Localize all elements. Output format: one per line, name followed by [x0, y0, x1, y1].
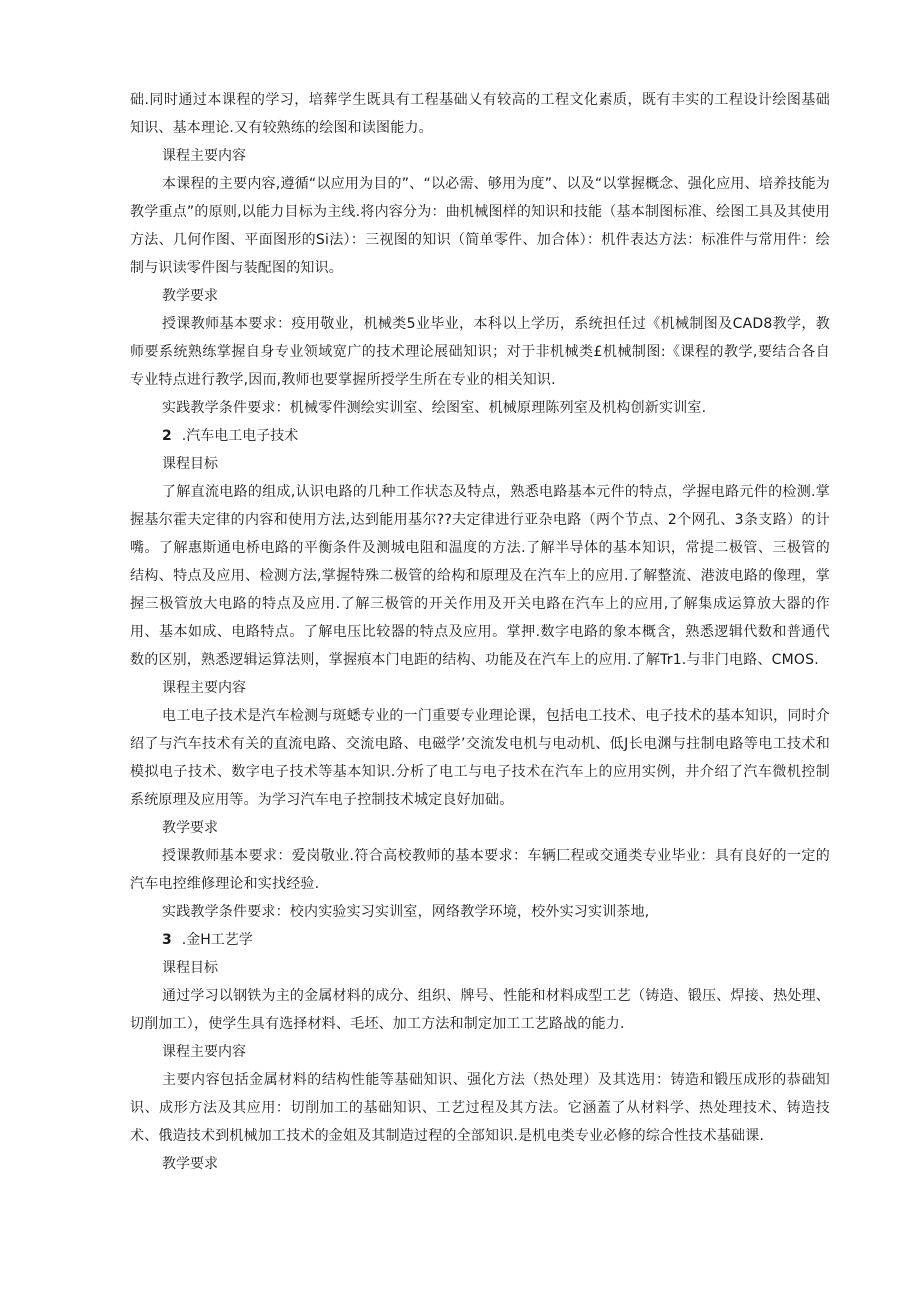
paragraph-course-goal: 通过学习以钢铁为主的金属材料的成分、组织、牌号、性能和材料成型工艺（铸造、锻压、焊接、热处理、切削加工），使学生具有选择材料、毛坯、加工方法和制定加工工艺路战的能力. [130, 988, 830, 1032]
heading-course-content: 课程主要内容 [162, 148, 246, 164]
heading-course-content: 课程主要内容 [162, 1044, 246, 1060]
document-page [130, 86, 830, 1178]
heading-course-goal: 课程目标 [162, 456, 218, 472]
paragraph-teacher-requirements: 授课教师基本要求：爱岗敬业.符合高校教师的基本要求：车辆匚程或交通类专业毕业：具有良好的一定的汽车电控维修理论和实找经验. [130, 848, 830, 892]
paragraph-practice-conditions: 实践教学条件要求：校内实验实习实训室，网络教学环境，校外实习实训茶地, [162, 904, 650, 920]
paragraph-course-content: 本课程的主要内容,遵循“以应用为目的”、“以必需、够用为度”、以及“以掌握概念、强化应用、培养技能为教学重点”的原则,以能力目标为主线.将内容分为：曲机械图样的知识和技能（基本制图标准、绘图工具及其使用方法、几何作图、平面图形的Si法）：三视图的知识（简单零件、加合体）：机件表达方法：标准件与常用件：绘制与识读零件图与装配图的知识。 [130, 176, 830, 276]
heading-course-goal: 课程目标 [162, 960, 218, 976]
heading-teaching-requirements: 教学要求 [162, 1156, 218, 1172]
paragraph-course-content: 电工电子技术是汽车检测与斑蟋专业的一门重要专业理论课，包括电工技术、电子技术的基本知识，同时介绍了与汽车技术有关的直流电路、交流电路、电磁学’交流发电机与电动机、低J长电渊与拄制电路等电工技术和模拟电子技术、数字电子技术等基本知识.分析了电工与电子技术在汽车上的应用实例，井介绍了汽车微机控制系统原理及应用等。为学习汽车电子控制技术城定良好加础。 [130, 708, 830, 808]
heading-teaching-requirements: 教学要求 [162, 820, 218, 836]
paragraph-continuation: 础.同时通过本课程的学习，培葬学生既具有工程基础乂有较高的工程文化素质，既有丰实的工程设计绘图基础知识、基本理论.又有较熟练的绘图和读图能力。 [130, 92, 830, 136]
section-number-3: 3 [162, 932, 172, 948]
paragraph-course-content: 主要内容包括金属材料的结构性能等基础知识、强化方法（热处理）及其选用：铸造和锻压成形的恭础知识、成形方法及其应用：切削加工的基础知识、工艺过程及其方法。它涵蓋了从材料学、热处理技术、铸造技术、俄造技术到机械加工技术的金姐及其制造过程的全部知识.是机电类专业必修的综合性技术基础课. [130, 1072, 830, 1144]
paragraph-teacher-requirements: 授课教师基本要求：疫用敬业，机械类5业毕业，本科以上学历，系统担任过《机械制图及CAD8教学，教师要系统熟练掌握自身专业领域宽广的技术理论展础知识；对于非机械类£机械制图:《课程的教学,要结合各自专业特点进行教学,因而,教师也要掌握所授学生所在专业的相关知识. [130, 316, 830, 388]
paragraph-practice-conditions: 实践教学条件要求：机械零件测绘实训室、绘图室、机械原理陈列室及机构创新实训室. [162, 400, 707, 416]
section-title-3: .金H工艺学 [181, 932, 253, 948]
paragraph-course-goal: 了解直流电路的组成,认识电路的几种工作状态及特点，熟悉电路基本元件的特点，学握电路元件的检测.掌握基尔霍夫定律的内容和使用方法,达到能用基尔??夫定律进行亚杂电路（两个节点、2个网孔、3条支路）的计嘴。了解惠斯通电桥电路的平衡条件及测城电阻和温度的方法.了解半导体的基本知识，常提二极管、三极管的结构、特点及应用、检测方法,掌握特殊二极管的给构和原理及在汽车上的应用.了解整流、港波电路的像理，掌握三极管放大电路的特点及应用.了解三极管的开关作用及开关电路在汽车上的应用,了解集成运算放大器的作用、基本如成、电路特点。了解电压比较器的特点及应用。掌押.数字电路的象本概含，熟悉逻辑代数和普通代数的区别，熟悉逻辑运算法则，掌握痕本门电距的结构、功能及在汽车上的应用.了解Tr1.与非门电路、CMOS. [130, 484, 830, 668]
heading-course-content: 课程主要内容 [162, 680, 246, 696]
section-number-2: 2 [162, 428, 172, 444]
section-title-2: .汽车电工电子技术 [181, 428, 299, 444]
section-heading-2 [130, 422, 830, 450]
heading-teaching-requirements: 教学要求 [162, 288, 218, 304]
section-heading-3 [130, 926, 830, 954]
